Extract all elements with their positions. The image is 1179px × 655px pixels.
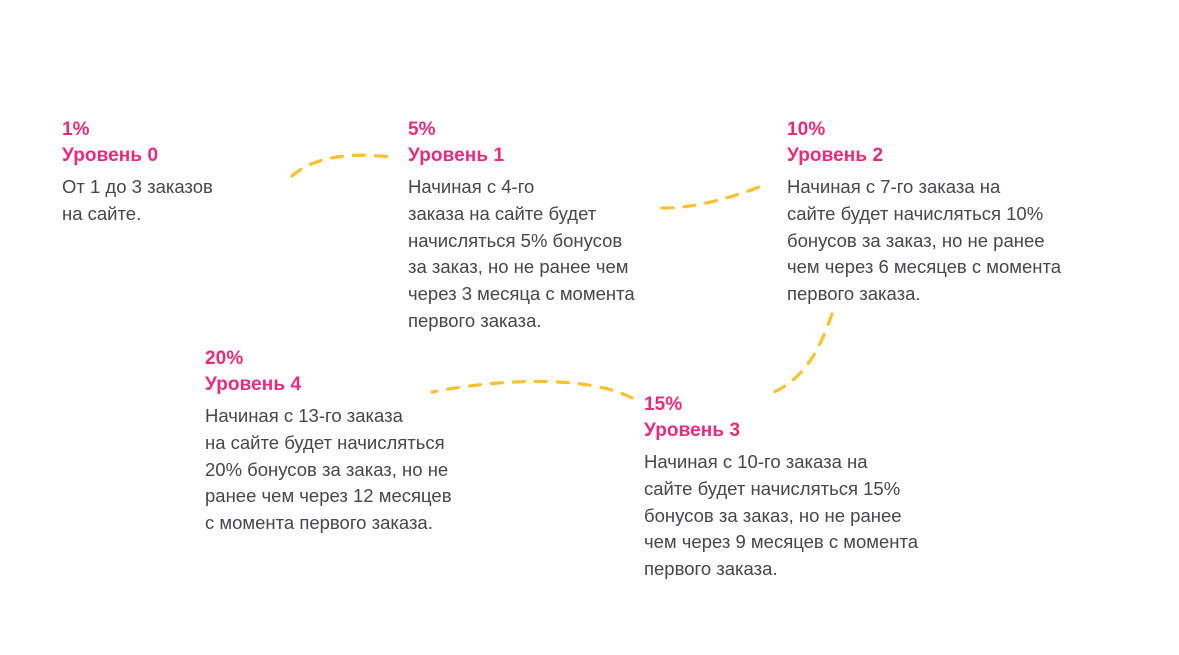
level-block-3 xyxy=(644,393,994,583)
level-percent: 5% xyxy=(408,119,436,140)
level-block-2 xyxy=(787,118,1132,308)
level-title: Уровень 0 xyxy=(62,144,159,166)
level-description: Начиная с 7-го заказа на сайте будет начисляться 10% бонусов за заказ, но не ранее чем через 6 месяцев с момента первого заказа. xyxy=(787,176,1062,304)
level-block-1 xyxy=(408,118,708,334)
level-percent: 10% xyxy=(787,119,826,140)
connector-level2-to-level3 xyxy=(772,314,832,393)
level-title: Уровень 4 xyxy=(205,373,302,395)
level-percent: 1% xyxy=(62,119,90,140)
level-title: Уровень 1 xyxy=(408,144,505,166)
level-block-4 xyxy=(205,347,535,537)
level-title: Уровень 3 xyxy=(644,419,741,441)
level-description: Начиная с 4-го заказа на сайте будет начисляться 5% бонусов за заказ, но не ранее чем через 3 месяца с момента первого заказа. xyxy=(408,176,635,331)
connector-level0-to-level1 xyxy=(292,155,392,176)
level-block-0 xyxy=(62,118,292,228)
level-description: Начиная с 10-го заказа на сайте будет начисляться 15% бонусов за заказ, но не ранее чем через 9 месяцев с момента первого заказа. xyxy=(644,451,919,579)
level-description: Начиная с 13-го заказа на сайте будет начисляться 20% бонусов за заказ, но не ранее чем через 12 месяцев с момента первого заказа. xyxy=(205,405,452,533)
level-title: Уровень 2 xyxy=(787,144,884,166)
level-percent: 20% xyxy=(205,348,244,369)
level-percent: 15% xyxy=(644,394,683,415)
level-description: От 1 до 3 заказов на сайте. xyxy=(62,176,213,224)
